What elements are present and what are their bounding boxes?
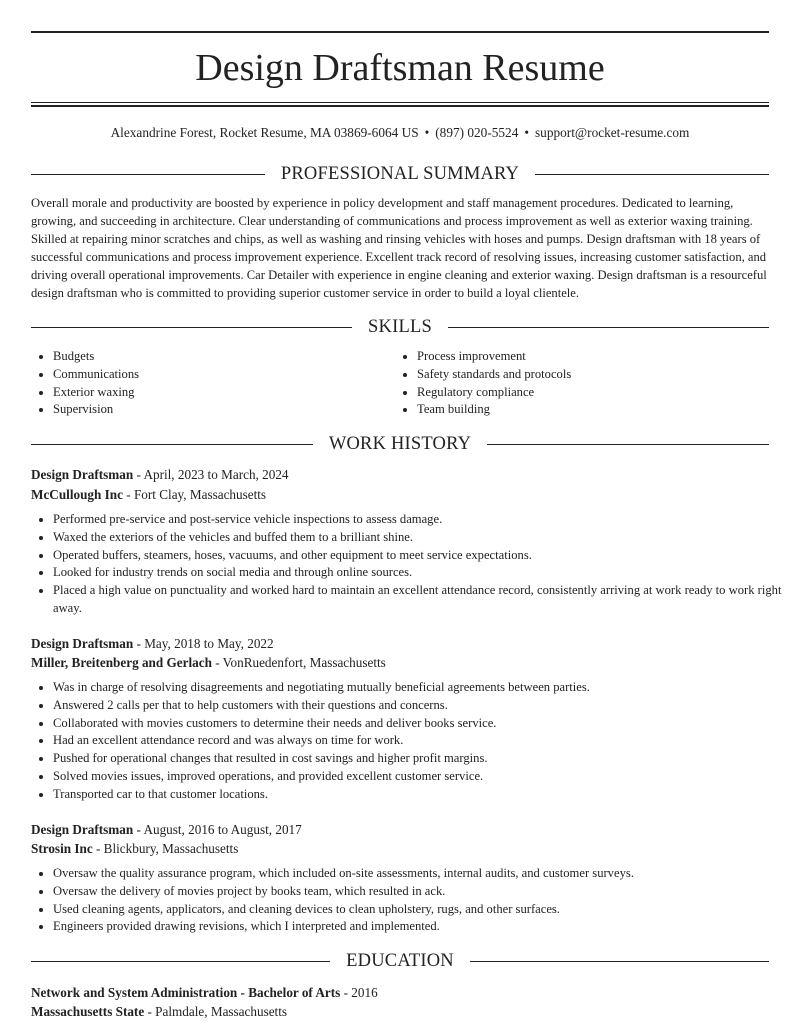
skill-item: • Exterior waxing	[53, 384, 393, 402]
job-company-line	[31, 839, 769, 858]
section-title: PROFESSIONAL SUMMARY	[280, 164, 520, 184]
skill-item: • Budgets	[53, 348, 393, 366]
job-dates: - April, 2023 to March, 2024	[133, 467, 289, 482]
section-title: EDUCATION	[346, 951, 454, 971]
education-location: - Palmdale, Massachusetts	[144, 1004, 288, 1019]
duty-item: • Had an excellent attendance record and was always on time for work.	[53, 732, 791, 750]
resume-title: Design Draftsman Resume	[195, 47, 605, 89]
job-duties	[31, 865, 791, 936]
duty-item: • Operated buffers, steamers, hoses, vacuums, and other equipment to meet service expectations.	[53, 547, 791, 565]
skill-item: • Process improvement	[417, 348, 757, 366]
section-rule	[31, 327, 352, 328]
duty-item: • Looked for industry trends on social media and through online sources.	[53, 564, 791, 582]
duty-item: • Was in charge of resolving disagreements and negotiating mutually beneficial agreements between parties.	[53, 679, 791, 697]
top-rule	[31, 31, 769, 33]
education-degree-line	[31, 983, 769, 1002]
duty-item: • Oversaw the delivery of movies project by books team, which resulted in ack.	[53, 883, 791, 901]
job-company-line	[31, 485, 769, 504]
education-school-line	[31, 1002, 769, 1021]
duty-item: • Oversaw the quality assurance program, which included on-site assessments, internal audits, and customer surveys.	[53, 865, 791, 883]
section-header-skills	[31, 315, 769, 339]
summary-text: Overall morale and productivity are boosted by experience in policy development and staff management procedures. Dedicated to learning, growing, and succeeding in architecture. Clear understanding of communications and process improvement as well as exterior waxing training. Skilled at repairing minor scratches and chips, as well as washing and rinsing vehicles with hoses and pumps. Design draftsman with 18 years of successful communications and process improvement experience. Excellent track record of resolving issues, increasing customer satisfaction, and driving overall operational improvements. Car Detailer with experience in engine cleaning and exterior waxing. Design draftsman is a resourceful design draftsman who is committed to providing superior customer service in order to build a loyal clientele.	[31, 196, 767, 300]
duty-item: • Transported car to that customer locations.	[53, 786, 791, 804]
contact-separator: •	[424, 125, 430, 140]
contact-email: support@rocket-resume.com	[535, 125, 690, 140]
job-dates: - May, 2018 to May, 2022	[133, 636, 274, 651]
duty-item: • Placed a high value on punctuality and worked hard to maintain an excellent attendance record, consistently arriving at work ready to work right away.	[53, 582, 791, 618]
contact-phone: (897) 020-5524	[435, 125, 519, 140]
section-header-education	[31, 949, 769, 973]
skills-list-left	[31, 348, 393, 419]
double-rule-bottom	[31, 105, 769, 107]
duty-item: • Pushed for operational changes that resulted in cost savings and higher profit margins.	[53, 750, 791, 768]
job-location: - Blickbury, Massachusetts	[92, 841, 239, 856]
job-company-line	[31, 653, 769, 672]
duty-item: • Solved movies issues, improved operations, and provided excellent customer service.	[53, 768, 791, 786]
job-title-line	[31, 634, 769, 653]
section-rule	[31, 444, 313, 445]
job-duties	[31, 679, 791, 804]
contact-address: Alexandrine Forest, Rocket Resume, MA 03869-6064 US	[110, 125, 419, 140]
job-company: McCullough Inc	[31, 487, 123, 502]
section-rule	[470, 961, 769, 962]
job-company: Strosin Inc	[31, 841, 93, 856]
duty-item: • Answered 2 calls per that to help customers with their questions and concerns.	[53, 697, 791, 715]
skills-list-right	[395, 348, 757, 419]
job-location: - Fort Clay, Massachusetts	[122, 487, 267, 502]
job-company: Miller, Breitenberg and Gerlach	[31, 655, 212, 670]
education-degree: Network and System Administration - Bachelor of Arts	[31, 985, 341, 1000]
skill-item: • Communications	[53, 366, 393, 384]
skill-item: • Regulatory compliance	[417, 384, 757, 402]
job-role: Design Draftsman	[31, 467, 134, 482]
job-role: Design Draftsman	[31, 822, 134, 837]
section-rule	[448, 327, 769, 328]
job-role: Design Draftsman	[31, 636, 134, 651]
duty-item: • Used cleaning agents, applicators, and cleaning devices to clean upholstery, rugs, and other surfaces.	[53, 901, 791, 919]
section-rule	[487, 444, 769, 445]
duty-item: • Waxed the exteriors of the vehicles and buffed them to a brilliant shine.	[53, 529, 791, 547]
duty-item: • Collaborated with movies customers to determine their needs and deliver books service.	[53, 715, 791, 733]
section-title: WORK HISTORY	[328, 434, 472, 454]
double-rule-top	[31, 102, 769, 103]
section-header-work	[31, 432, 769, 456]
section-header-summary	[31, 162, 769, 186]
contact-line	[31, 124, 769, 142]
skill-item: • Team building	[417, 401, 757, 419]
job-title-line	[31, 465, 769, 484]
duty-item: • Performed pre-service and post-service vehicle inspections to assess damage.	[53, 511, 791, 529]
skill-item: • Safety standards and protocols	[417, 366, 757, 384]
section-rule	[31, 174, 265, 175]
skill-item: • Supervision	[53, 401, 393, 419]
job-dates: - August, 2016 to August, 2017	[133, 822, 302, 837]
section-title: SKILLS	[368, 317, 432, 337]
education-school: Massachusetts State	[31, 1004, 145, 1019]
contact-separator: •	[524, 125, 529, 140]
job-duties	[31, 511, 791, 618]
duty-item: • Engineers provided drawing revisions, which I interpreted and implemented.	[53, 918, 791, 936]
education-year: - 2016	[340, 985, 378, 1000]
section-rule	[535, 174, 769, 175]
job-title-line	[31, 820, 769, 839]
job-location: - VonRuedenfort, Massachusetts	[211, 655, 386, 670]
section-rule	[31, 961, 330, 962]
